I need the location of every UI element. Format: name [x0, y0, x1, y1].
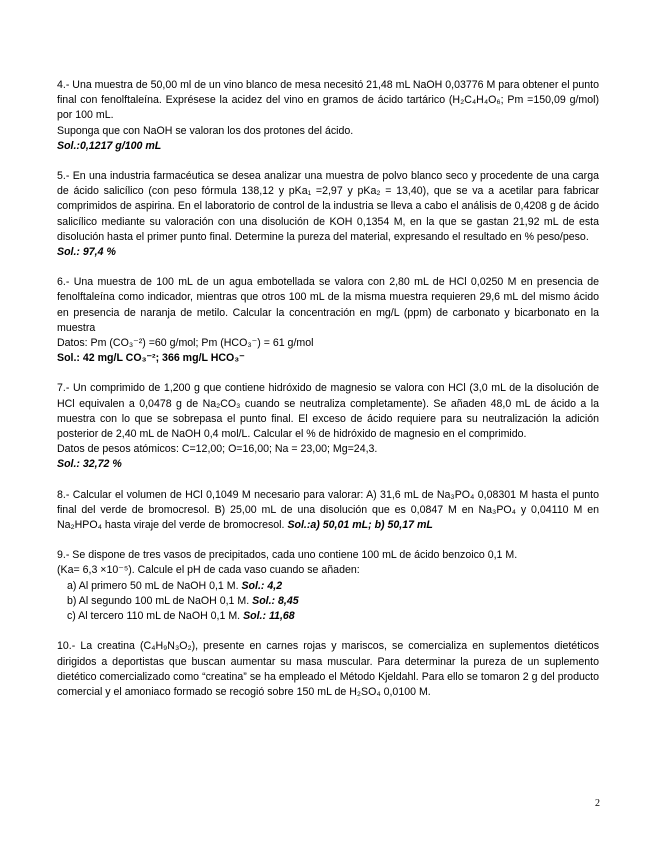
item-solution: Sol.: 8,45	[252, 594, 299, 607]
problem-10-text: 10.- La creatina (C₄H₉N₃O₂), presente en carnes rojas y mariscos, se comercializa en suplementos dietéticos dirigidos a deportistas que buscan aumentar su masa muscular. Para determinar la pureza de un suplemento dietético comercializado como “creatina” se ha empleado el Método Kjeldahl. Para ello se tomaron 2 g del producto comercial y el amoniaco formado se recogió sobre 150 mL de H₂SO₄ 0,0100 M.	[57, 640, 599, 698]
problem-6-solution: Sol.: 42 mg/L CO₃⁻²; 366 mg/L HCO₃⁻	[57, 352, 245, 365]
problem-9-item-b	[67, 594, 599, 609]
item-text: a) Al primero 50 mL de NaOH 0,1 M.	[67, 579, 239, 592]
problem-9-text: 9.- Se dispone de tres vasos de precipitados, cada uno contiene 100 mL de ácido benzoico 0,1 M.	[57, 549, 518, 562]
item-text: c) Al tercero 110 mL de NaOH 0,1 M.	[67, 610, 241, 623]
problem-9-text2: (Ka= 6,3 ×10⁻⁵). Calcule el pH de cada vaso cuando se añaden:	[57, 564, 360, 577]
page-number: 2	[595, 798, 600, 809]
problem-4-solution: Sol.:0,1217 g/100 mL	[57, 139, 162, 152]
problem-7-text: 7.- Un comprimido de 1,200 g que contiene hidróxido de magnesio se valora con HCl (3,0 mL de la disolución de HCl equivalen a 0,0478 g de Na₂CO₃ cuando se neutraliza completamente). Se añaden 48,0 mL de ácido a la muestra con lo que se sobrepasa el punto final. El exceso de ácido requiere para su neutralización la adición posterior de 2,40 mL de NaOH 0,4 mol/L. Calcular el % de hidróxido de magnesio en el comprimido.	[57, 382, 599, 441]
problem-6-data: Datos: Pm (CO₃⁻²) =60 g/mol; Pm (HCO₃⁻) = 61 g/mol	[57, 337, 314, 350]
problem-9-item-c	[67, 609, 599, 624]
item-solution: Sol.: 11,68	[243, 610, 295, 623]
document-body	[57, 78, 599, 700]
problem-8-solution: Sol.:a) 50,01 mL; b) 50,17 mL	[287, 519, 433, 532]
problem-8-body: 8.- Calcular el volumen de HCl 0,1049 M necesario para valorar: A) 31,6 mL de Na₃PO₄ 0,08301 M hasta el punto final del verde de bromocresol. B) 25,00 mL de una disolución que es 0,0847 M en Na₃PO₄ y 0,04110 M en Na₂HPO₄ hasta viraje del verde de bromocresol.	[57, 488, 599, 532]
problem-4-text: 4.- Una muestra de 50,00 ml de un vino blanco de mesa necesitó 21,48 mL NaOH 0,03776 M para obtener el punto final con fenolftaleína. Exprésese la acidez del vino en gramos de ácido tartárico (H₂C₄H₄O₆; Pm =150,09 g/mol) por 100 mL.	[57, 79, 599, 122]
problem-7-data: Datos de pesos atómicos: C=12,00; O=16,00; Na = 23,00; Mg=24,3.	[57, 443, 378, 456]
problem-5-solution: Sol.: 97,4 %	[57, 246, 116, 259]
problem-6-text: 6.- Una muestra de 100 mL de un agua embotellada se valora con 2,80 mL de HCl 0,0250 M en presencia de fenolftaleína como indicador, mientras que otros 100 mL de la misma muestra requieren 29,6 mL del mismo ácido en presencia de naranja de metilo. Calcular la concentración en mg/L (ppm) de carbonato y bicarbonato en la muestra	[57, 276, 599, 334]
item-text: b) Al segundo 100 mL de NaOH 0,1 M.	[67, 594, 250, 607]
problem-7-solution: Sol.: 32,72 %	[57, 458, 122, 471]
problem-8-text	[57, 488, 599, 534]
problem-5-text: 5.- En una industria farmacéutica se desea analizar una muestra de polvo blanco seco y procedente de una carga de ácido salicílico (con peso fórmula 138,12 y pKa₁ =2,97 y pKa₂ = 13,40), que se va a acetilar para fabricar comprimidos de aspirina. En el laboratorio de control de la industria se lleva a cabo el análisis de 0,4208 g de ácido salicílico mediante su valoración con una disolución de KOH 0,1354 M, en la que se gastan 21,92 mL de esta disolución hasta el primer punto final. Determine la pureza del material, expresando el resultado en % peso/peso.	[57, 170, 599, 243]
problem-9-item-a	[67, 579, 599, 594]
item-solution: Sol.: 4,2	[241, 579, 283, 592]
problem-4-note: Suponga que con NaOH se valoran los dos protones del ácido.	[57, 124, 354, 137]
